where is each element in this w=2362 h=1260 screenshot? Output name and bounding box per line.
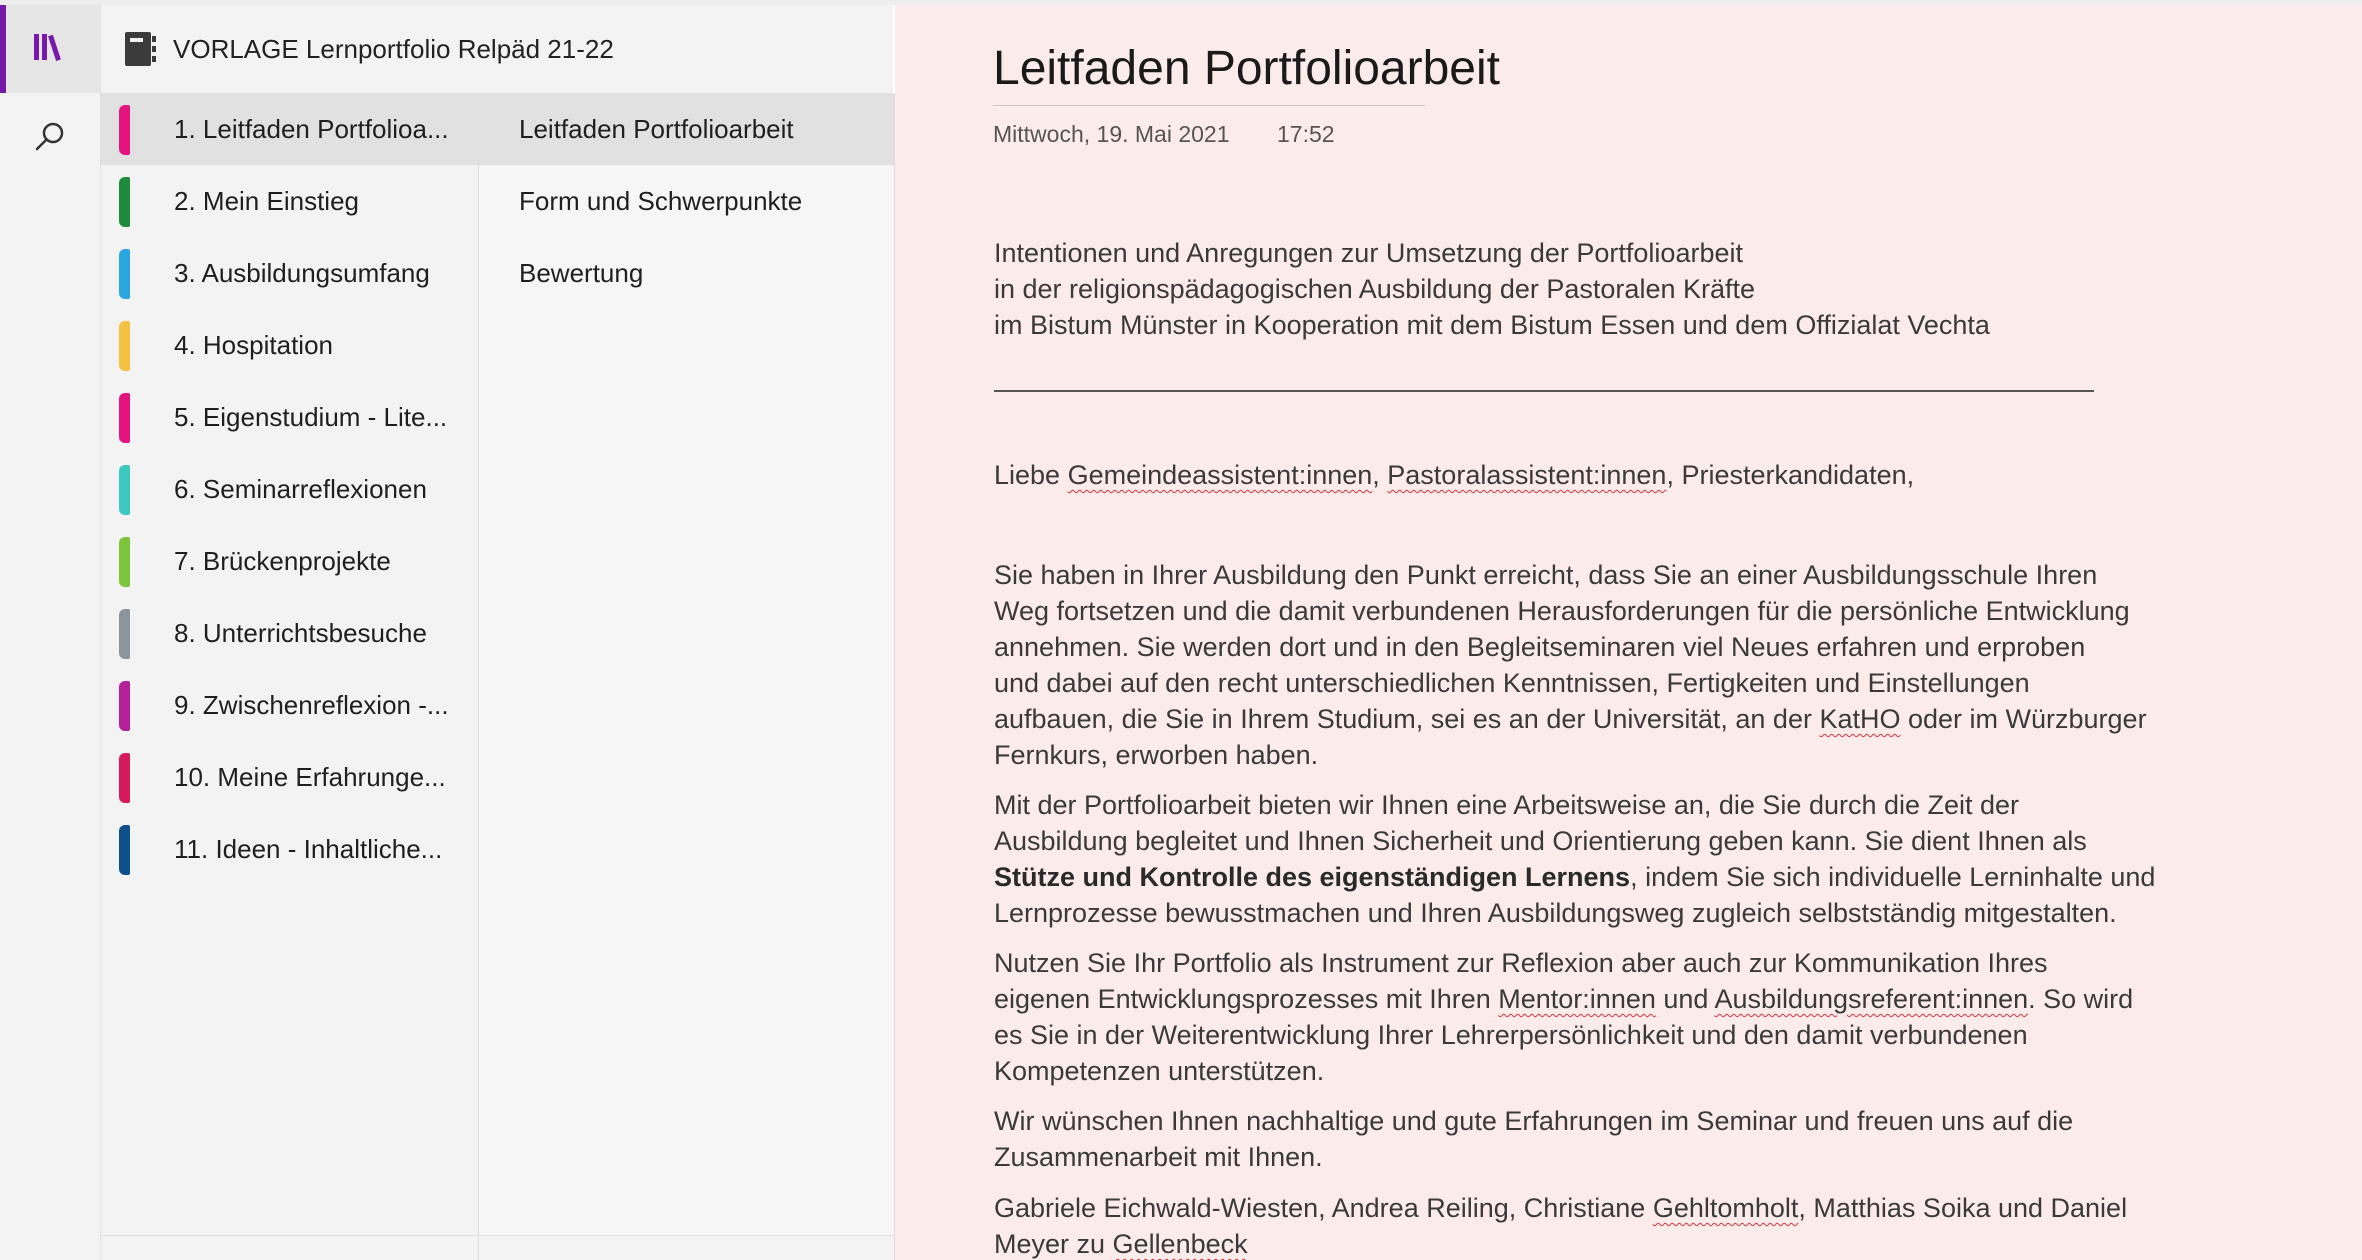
paragraph-line: Wir wünschen Ihnen nachhaltige und gute Erfahrungen im Seminar und freuen uns auf die bbox=[994, 1106, 2074, 1136]
title-underline bbox=[993, 105, 1425, 106]
paragraph-line: Fernkurs, erworben haben. bbox=[994, 740, 1319, 770]
greeting-rest: Priesterkandidaten, bbox=[1681, 460, 1915, 490]
section-color-tab bbox=[119, 321, 130, 371]
paragraph-line: Kompetenzen unterstützen. bbox=[994, 1056, 1325, 1086]
section-color-tab bbox=[119, 465, 130, 515]
section-label: 4. Hospitation bbox=[174, 329, 333, 360]
section-color-tab bbox=[119, 537, 130, 587]
text-segment: Gabriele Eichwald-Wiesten, Andrea Reiling, Christiane bbox=[994, 1193, 1653, 1223]
spellcheck-word[interactable]: Gellenbeck bbox=[1112, 1229, 1248, 1259]
body-paragraph[interactable] bbox=[994, 1103, 2254, 1175]
text-segment: , Matthias Soika und Daniel bbox=[1798, 1193, 2128, 1223]
paragraph-line: annehmen. Sie werden dort und in den Begleitseminaren viel Neues erfahren und erproben bbox=[994, 632, 2086, 662]
section-item[interactable] bbox=[101, 669, 478, 741]
text-segment: , indem Sie sich individuelle Lerninhalte und bbox=[1630, 862, 2156, 892]
section-item[interactable] bbox=[101, 453, 478, 525]
greeting-line: Liebe Gemeindeassistent:innen, Pastoralassistent:innen, Priesterkandidaten, bbox=[994, 460, 1915, 490]
section-color-tab bbox=[119, 177, 130, 227]
notebook-title: VORLAGE Lernportfolio Relpäd 21-22 bbox=[173, 33, 614, 64]
paragraph-line bbox=[994, 701, 2254, 737]
section-label: 6. Seminarreflexionen bbox=[174, 473, 427, 504]
text-segment: oder im Würzburger bbox=[1900, 704, 2147, 734]
notebooks-button[interactable] bbox=[0, 5, 100, 93]
signature-paragraph[interactable] bbox=[994, 1190, 2254, 1260]
navigation-rail bbox=[0, 5, 101, 1260]
section-label: 9. Zwischenreflexion -... bbox=[174, 689, 449, 720]
page-canvas[interactable] bbox=[895, 5, 2362, 1260]
section-label: 3. Ausbildungsumfang bbox=[174, 257, 430, 288]
page-item[interactable] bbox=[479, 165, 894, 237]
paragraph-line: Lernprozesse bewusstmachen und Ihren Ausbildungsweg zugleich selbstständig mitgestalten. bbox=[994, 898, 2117, 928]
section-color-tab bbox=[119, 249, 130, 299]
greeting-paragraph[interactable] bbox=[994, 457, 2144, 493]
spellcheck-word[interactable]: Pastoralassistent:innen bbox=[1387, 460, 1667, 490]
pages-pane-footer bbox=[479, 1235, 894, 1260]
section-item[interactable] bbox=[101, 165, 478, 237]
page-label: Bewertung bbox=[519, 257, 644, 288]
horizontal-rule bbox=[994, 390, 2094, 392]
paragraph-line: Zusammenarbeit mit Ihnen. bbox=[994, 1142, 1323, 1172]
section-label: 7. Brückenprojekte bbox=[174, 545, 391, 576]
body-paragraph[interactable] bbox=[994, 557, 2254, 773]
section-label: 5. Eigenstudium - Lite... bbox=[174, 401, 448, 432]
text-segment: und bbox=[1655, 984, 1715, 1014]
search-icon bbox=[30, 117, 70, 162]
section-item[interactable] bbox=[101, 237, 478, 309]
paragraph-line: Sie haben in Ihrer Ausbildung den Punkt erreicht, dass Sie an einer Ausbildungsschule Ihren bbox=[994, 560, 2098, 590]
library-icon bbox=[30, 27, 70, 72]
intro-paragraph[interactable] bbox=[994, 235, 2154, 343]
notebook-icon bbox=[123, 29, 159, 69]
section-color-tab bbox=[119, 393, 130, 443]
spellcheck-word[interactable]: KatHO bbox=[1819, 704, 1901, 734]
section-item[interactable] bbox=[101, 525, 478, 597]
page-time: 17:52 bbox=[1277, 121, 1335, 147]
section-item[interactable] bbox=[101, 741, 478, 813]
section-item[interactable] bbox=[101, 309, 478, 381]
page-item[interactable] bbox=[479, 237, 894, 309]
section-item[interactable] bbox=[101, 93, 478, 165]
intro-line: in der religionspädagogischen Ausbildung der Pastoralen Kräfte bbox=[994, 274, 1756, 304]
section-item[interactable] bbox=[101, 813, 478, 885]
section-color-tab bbox=[119, 825, 130, 875]
section-color-tab bbox=[119, 753, 130, 803]
paragraph-line: und dabei auf den recht unterschiedlichen Kenntnissen, Fertigkeiten und Einstellungen bbox=[994, 668, 2030, 698]
body-paragraph[interactable] bbox=[994, 945, 2254, 1089]
intro-line: im Bistum Münster in Kooperation mit dem Bistum Essen und dem Offizialat Vechta bbox=[994, 310, 1990, 340]
sections-pane bbox=[101, 93, 479, 1260]
section-label: 2. Mein Einstieg bbox=[174, 185, 359, 216]
section-color-tab bbox=[119, 105, 130, 155]
text-segment: aufbauen, die Sie in Ihrem Studium, sei es an der Universität, an der bbox=[994, 704, 1820, 734]
intro-line: Intentionen und Anregungen zur Umsetzung der Portfolioarbeit bbox=[994, 238, 1743, 268]
section-label: 10. Meine Erfahrunge... bbox=[174, 761, 446, 792]
text-segment: eigenen Entwicklungsprozesses mit Ihren bbox=[994, 984, 1499, 1014]
page-label: Leitfaden Portfolioarbeit bbox=[519, 113, 794, 144]
section-item[interactable] bbox=[101, 597, 478, 669]
paragraph-line: Mit der Portfolioarbeit bieten wir Ihnen eine Arbeitsweise an, die Sie durch die Zeit der bbox=[994, 790, 2020, 820]
body-paragraph[interactable] bbox=[994, 787, 2254, 931]
paragraph-line bbox=[994, 981, 2254, 1017]
section-color-tab bbox=[119, 681, 130, 731]
paragraph-line: Ausbildung begleitet und Ihnen Sicherheit und Orientierung geben kann. Sie dient Ihnen als bbox=[994, 826, 2087, 856]
spellcheck-word[interactable]: Gehltomholt bbox=[1652, 1193, 1799, 1223]
spellcheck-word[interactable]: Gemeindeassistent:innen bbox=[1067, 460, 1373, 490]
section-item[interactable] bbox=[101, 381, 478, 453]
notebook-header[interactable] bbox=[101, 5, 893, 93]
page-label: Form und Schwerpunkte bbox=[519, 185, 803, 216]
sections-pane-footer bbox=[101, 1235, 478, 1260]
page-title[interactable]: Leitfaden Portfolioarbeit bbox=[993, 42, 1500, 95]
paragraph-line: es Sie in der Weiterentwicklung Ihrer Lehrerpersönlichkeit und den damit verbundenen bbox=[994, 1020, 2028, 1050]
section-label: 1. Leitfaden Portfolioa... bbox=[174, 113, 449, 144]
text-segment: Meyer zu bbox=[994, 1229, 1113, 1259]
page-date: Mittwoch, 19. Mai 2021 bbox=[993, 121, 1230, 147]
paragraph-line bbox=[994, 1190, 2254, 1226]
paragraph-line: Nutzen Sie Ihr Portfolio als Instrument zur Reflexion aber auch zur Kommunikation Ihres bbox=[994, 948, 2048, 978]
section-label: 8. Unterrichtsbesuche bbox=[174, 617, 427, 648]
section-color-tab bbox=[119, 609, 130, 659]
pages-pane bbox=[479, 93, 895, 1260]
search-button[interactable] bbox=[0, 95, 100, 183]
paragraph-line: Weg fortsetzen und die damit verbundenen Herausforderungen für die persönliche Entwicklung bbox=[994, 596, 2130, 626]
paragraph-line bbox=[994, 859, 2254, 895]
paragraph-line bbox=[994, 1226, 2254, 1260]
spellcheck-word[interactable]: Ausbildungsreferent:innen bbox=[1714, 984, 2029, 1014]
text-segment: . So wird bbox=[2028, 984, 2134, 1014]
section-label: 11. Ideen - Inhaltliche... bbox=[174, 833, 443, 864]
page-item[interactable] bbox=[479, 93, 894, 165]
bold-text: Stütze und Kontrolle des eigenständigen Lernens bbox=[994, 862, 1631, 892]
spellcheck-word[interactable]: Mentor:innen bbox=[1498, 984, 1656, 1014]
